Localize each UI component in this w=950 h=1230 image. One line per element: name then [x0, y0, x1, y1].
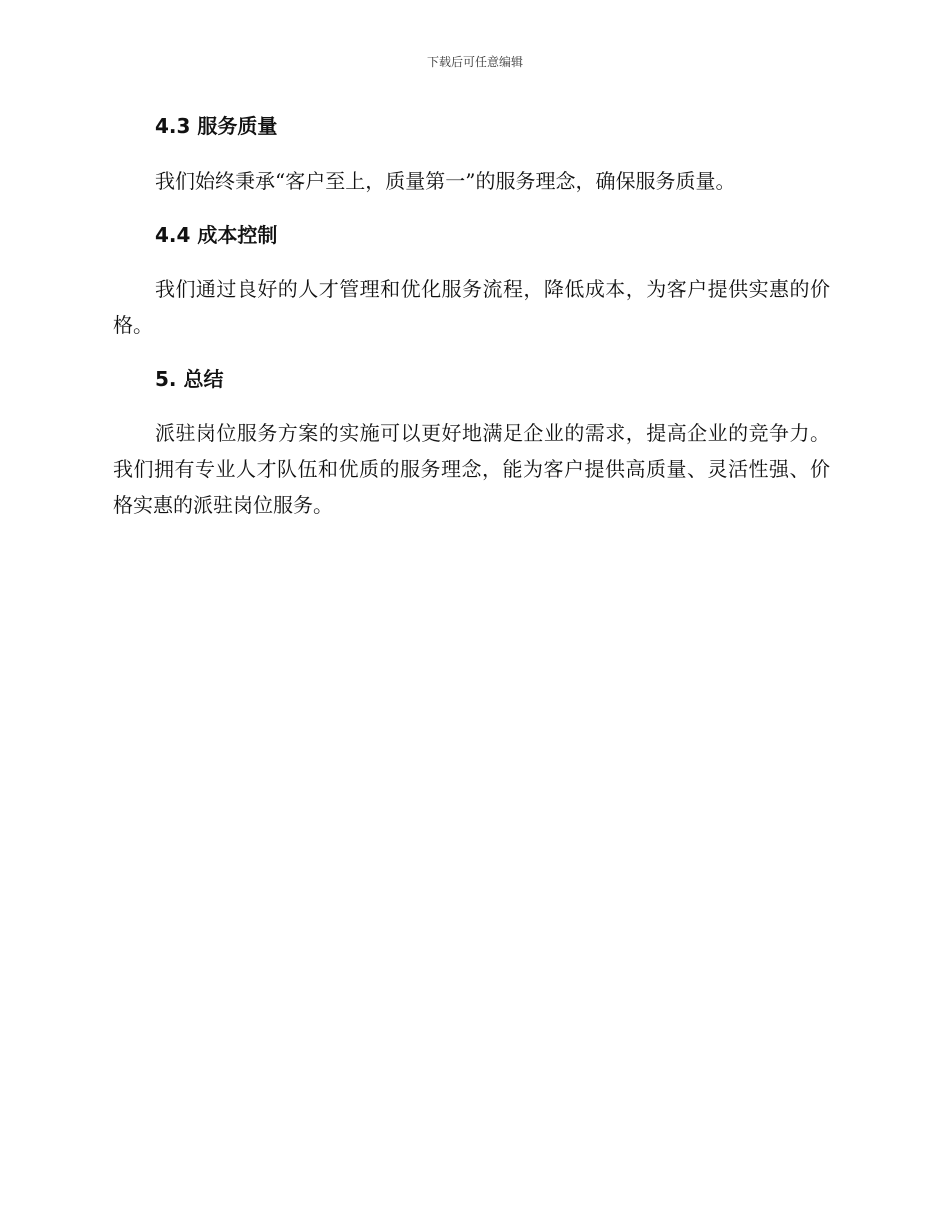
section-paragraph-service-quality: 我们始终秉承“客户至上，质量第一”的服务理念，确保服务质量。 — [155, 169, 736, 193]
section-paragraph-summary: 派驻岗位服务方案的实施可以更好地满足企业的需求，提高企业的竞争力。我们拥有专业人才队伍和优质的服务理念，能为客户提供高质量、灵活性强、价格实惠的派驻岗位服务。 — [113, 421, 830, 517]
section-heading-summary: 5. 总结 — [155, 367, 224, 391]
section-heading-service-quality: 4.3 服务质量 — [155, 114, 278, 138]
page-header: 下载后可任意编辑 — [426, 55, 523, 69]
section-heading-cost-control: 4.4 成本控制 — [155, 223, 278, 247]
document-body — [113, 110, 830, 523]
section-paragraph-cost-control: 我们通过良好的人才管理和优化服务流程，降低成本，为客户提供实惠的价格。 — [113, 277, 830, 337]
